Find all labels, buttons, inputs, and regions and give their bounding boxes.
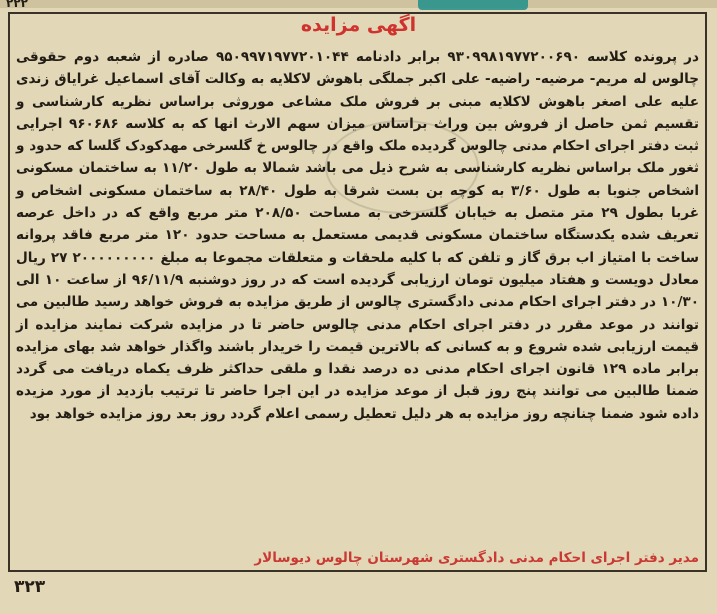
top-page-number: ۲۲۲ bbox=[6, 0, 28, 10]
notice-title: اگهی مزایده bbox=[300, 14, 417, 36]
notice-signature: مدیر دفتر اجرای احکام مدنی دادگستری شهرستان چالوس دیوسالار bbox=[254, 550, 699, 566]
notice-body: در پرونده کلاسه ۹۳۰۹۹۸۱۹۷۷۲۰۰۶۹۰ برابر دادنامه ۹۵۰۹۹۷۱۹۷۷۲۰۱۰۴۴ صادره از شعبه دوم حقوقی چالوس له مریم- مرضیه- راضیه- علی اکبر جملگی باهوش لاکلایه به وکالت آقای اسماعیل غرایاق زندی علیه علی اصغر باهوش لاکلایه مبنی بر فروش ملک مشاعی موروثی براساس نظریه کارشناسی و تقسیم ثمن حاصل از فروش بین وراث براساس میزان سهم الارث انها که به کلاسه ۹۶۰۶۸۶ اجرایی ثبت دفتر اجرای احکام مدنی چالوس گردیده ملک واقع در چالوس خ گلسرخی مهدکودک گلسا که حدود و ثغور ملک براساس نظریه کارشناسی به شرح ذیل می باشد شمالا به طول ۱۱/۲۰ به ساختمان مسکونی اشخاص جنوبا به طول ۳/۶۰ به کوچه بن بست شرقا به طول ۲۸/۴۰ به ساختمان مسکونی اشخاص و غربا بطول ۲۹ متر متصل به خیابان گلسرخی به مساحت ۲۰۸/۵۰ متر مربع واقع که در داخل عرصه تعریف شده یکدستگاه ساختمان مسکونی قدیمی مستعمل به مساحت حدود ۱۲۰ متر مربع فاقد پروانه ساخت با امتیاز اب برق گاز و تلفن که با کلیه ملحقات و متعلقات مجموعا به مبلغ ۲۰۰۰۰۰۰۰۰۰ ۲۷ ریال معادل دویست و هفتاد میلیون تومان ارزیابی گردیده است که در روز دوشنبه ۹۶/۱۱/۹ از ساعت ۱۰ الی ۱۰/۳۰ در دفتر اجرای احکام مدنی دادگستری چالوس از طریق مزایده به فروش خواهد رسید طالبین می توانند در موعد مقرر در دفتر اجرای احکام مدنی چالوس حاضر تا در مزایده شرکت نمایند مزایده از قیمت ارزیابی شده شروع و به کسانی که بالاترین قیمت را خریدار باشند واگذار خواهد شد بهای مزایده برابر ماده ۱۲۹ قانون اجرای احکام مدنی ده درصد نقدا و ملقی حداکثر ظرف یکماه دریافت می گردد ضمنا طالبین می توانند پنج روز قبل از موعد مزایده در این اجرا حاضر تا ترتیب بازدید از مورد مزیده داده شود ضمنا چنانچه روز مزایده به هر دلیل تعطیل رسمی اعلام گردد روز بعد روز مزایده خواهد بود bbox=[16, 49, 700, 422]
top-band bbox=[0, 0, 717, 8]
page-number: ۳۲۳ bbox=[14, 577, 46, 597]
teal-highlight-mark bbox=[418, 0, 528, 10]
